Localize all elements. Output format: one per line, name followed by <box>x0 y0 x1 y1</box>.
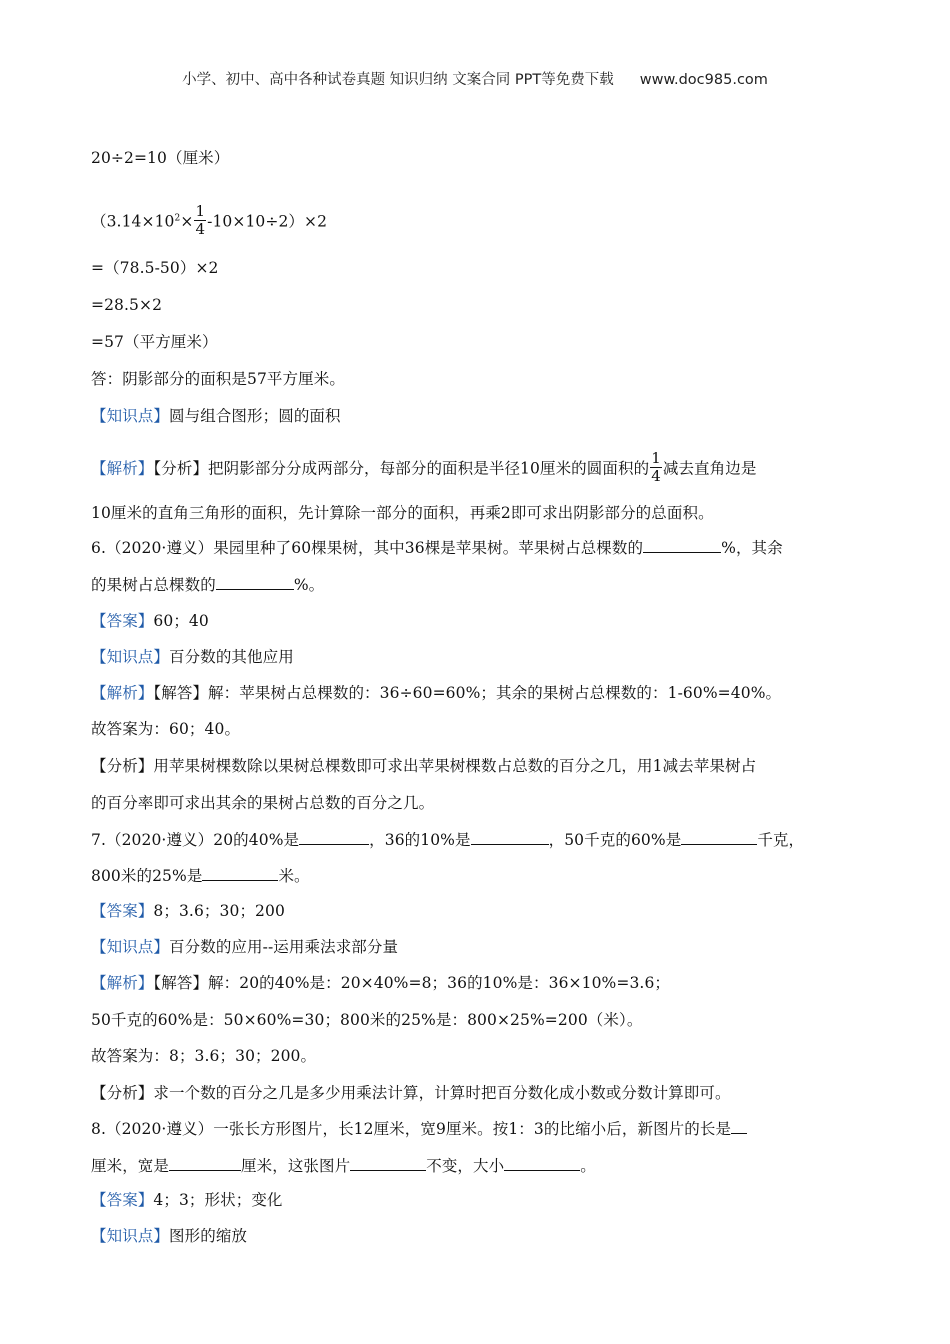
analysis-text: 减去直角边是 <box>662 459 757 478</box>
question-text: 800米的25%是 <box>91 867 203 885</box>
answer-tag: 【答案】 <box>91 902 154 920</box>
question-6-answer <box>91 611 209 631</box>
question-6-line-1 <box>91 538 783 558</box>
answer-text: 60；40 <box>153 612 209 630</box>
knowledge-point <box>91 406 341 426</box>
question-text: 米。 <box>278 867 310 885</box>
answer-tag: 【答案】 <box>91 612 154 630</box>
header-text: 小学、初中、高中各种试卷真题 知识归纳 文案合同 PPT等免费下载 <box>182 72 614 88</box>
question-text: ，50千克的60%是 <box>548 831 682 849</box>
knowledge-tag: 【知识点】 <box>91 1227 170 1245</box>
question-7-line-1 <box>91 830 804 850</box>
knowledge-tag: 【知识点】 <box>91 407 170 425</box>
fraction-one-quarter <box>650 450 662 485</box>
answer-text: 4；3；形状；变化 <box>153 1191 283 1209</box>
answer-blank <box>731 1119 747 1134</box>
question-text: 的果树占总棵数的 <box>91 576 216 594</box>
question-7-line-2 <box>91 866 310 886</box>
question-text: 8.（2020·遵义）一张长方形图片，长12厘米，宽9厘米。按1：3的比缩小后，新图片的长是 <box>91 1120 732 1138</box>
fraction-denominator: 4 <box>651 467 661 485</box>
question-7-knowledge <box>91 937 398 957</box>
question-text: 千克， <box>757 831 805 849</box>
answer-blank <box>216 575 294 590</box>
answer-tag: 【答案】 <box>91 1191 154 1209</box>
fraction-denominator: 4 <box>195 220 206 238</box>
calc-part: × <box>180 212 194 231</box>
question-6-analysis <box>91 683 781 703</box>
knowledge-text: 百分数的其他应用 <box>169 648 294 666</box>
analysis-text: 【解答】解：苹果树占总棵数的：36÷60=60%；其余的果树占总棵数的：1-60%=40%。 <box>153 684 782 702</box>
analysis-tag: 【解析】 <box>91 684 154 702</box>
question-text: 7.（2020·遵义）20的40%是 <box>91 831 300 849</box>
question-text: 。 <box>580 1157 596 1175</box>
knowledge-text: 图形的缩放 <box>169 1227 248 1245</box>
question-8-knowledge <box>91 1226 247 1246</box>
knowledge-tag: 【知识点】 <box>91 648 170 666</box>
question-6-explanation-1: 【分析】用苹果树棵数除以果树总棵数即可求出苹果树棵数占总数的百分之几，用1减去苹果树占 <box>91 757 757 775</box>
calc-part: （3.14×10 <box>91 212 175 231</box>
calc-line-5: =57（平方厘米） <box>91 333 218 351</box>
question-7-analysis-2: 50千克的60%是：50×60%=30；800米的25%是：800×25%=200（米）。 <box>91 1011 643 1029</box>
answer-blank <box>299 830 369 845</box>
answer-blank <box>202 866 278 881</box>
calc-line-2 <box>91 202 328 240</box>
knowledge-text: 百分数的应用--运用乘法求部分量 <box>169 938 399 956</box>
knowledge-text: 圆与组合图形；圆的面积 <box>169 407 341 425</box>
answer-statement: 答：阴影部分的面积是57平方厘米。 <box>91 370 345 388</box>
question-8-answer <box>91 1190 283 1210</box>
fraction-one-quarter <box>194 203 206 238</box>
question-6-knowledge <box>91 647 294 667</box>
calc-line-1: 20÷2=10（厘米） <box>91 149 230 167</box>
answer-blank <box>504 1156 580 1171</box>
answer-blank <box>681 830 757 845</box>
answer-blank <box>643 538 721 553</box>
analysis-text: 【解答】解：20的40%是：20×40%=8；36的10%是：36×10%=3.6； <box>153 974 671 992</box>
question-text: %。 <box>293 576 325 594</box>
question-text: 厘米，宽是 <box>91 1157 170 1175</box>
question-text: 不变，大小 <box>426 1157 505 1175</box>
page-header <box>0 68 950 89</box>
analysis-line-1 <box>91 449 757 487</box>
question-6-line-2 <box>91 575 324 595</box>
fraction-numerator: 1 <box>195 202 206 220</box>
answer-text: 8；3.6；30；200 <box>153 902 285 920</box>
calc-line-3: =（78.5-50）×2 <box>91 259 219 277</box>
question-7-answer <box>91 901 285 921</box>
question-text: 6.（2020·遵义）果园里种了60棵果树，其中36棵是苹果树。苹果树占总棵数的 <box>91 539 644 557</box>
question-text: ，36的10%是 <box>369 831 471 849</box>
question-8-line-2 <box>91 1156 596 1176</box>
answer-blank <box>350 1156 426 1171</box>
header-site: www.doc985.com <box>639 72 768 88</box>
calc-part: -10×10÷2）×2 <box>207 212 328 231</box>
question-text: 厘米，这张图片 <box>241 1157 351 1175</box>
answer-blank <box>471 830 549 845</box>
question-7-explanation: 【分析】求一个数的百分之几是多少用乘法计算，计算时把百分数化成小数或分数计算即可。 <box>91 1084 731 1102</box>
knowledge-tag: 【知识点】 <box>91 938 170 956</box>
question-8-line-1 <box>91 1119 747 1139</box>
answer-blank <box>169 1156 241 1171</box>
question-6-explanation-2: 的百分率即可求出其余的果树占总数的百分之几。 <box>91 794 435 812</box>
fraction-numerator: 1 <box>651 449 661 467</box>
analysis-tag: 【解析】 <box>91 974 154 992</box>
question-7-conclusion: 故答案为：8；3.6；30；200。 <box>91 1047 317 1065</box>
analysis-line-2: 10厘米的直角三角形的面积，先计算除一部分的面积，再乘2即可求出阴影部分的总面积。 <box>91 504 714 522</box>
analysis-text: 【分析】把阴影部分分成两部分，每部分的面积是半径10厘米的圆面积的 <box>153 459 650 478</box>
question-6-conclusion: 故答案为：60；40。 <box>91 720 241 738</box>
question-7-analysis-1 <box>91 973 670 993</box>
question-text: %，其余 <box>721 539 783 557</box>
calc-line-4: =28.5×2 <box>91 296 163 314</box>
exponent: 2 <box>174 213 181 224</box>
analysis-tag: 【解析】 <box>91 459 154 478</box>
